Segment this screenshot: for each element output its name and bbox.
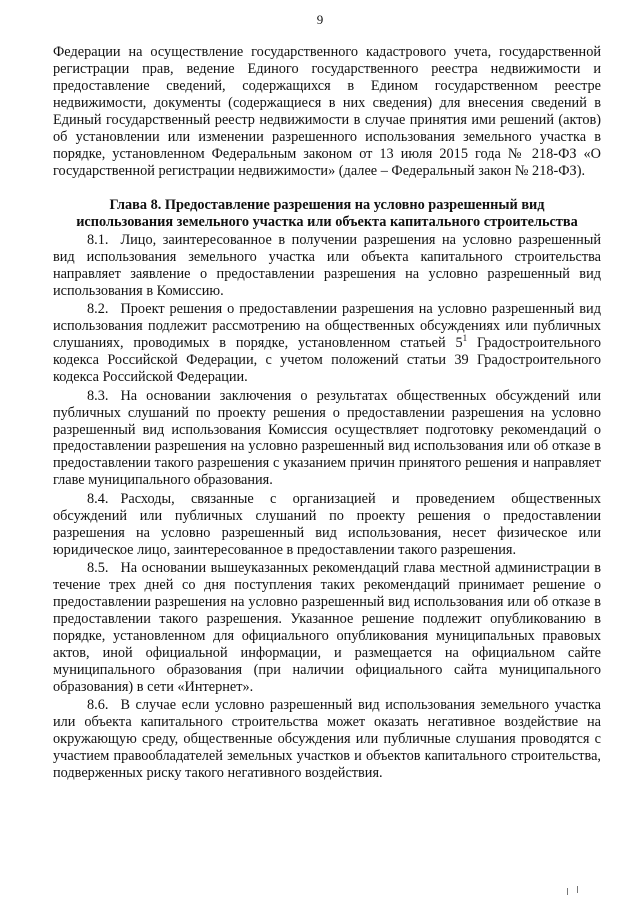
clause-text: На основании вышеуказанных рекомендаций глава местной администрации в течение трех дней со дня поступления таких рекомендаций принимает решение о предоставлении разрешения на условно разрешенный вид использования или об отказе в предоставлении такого разрешения. Указанное решение подлежит опубликованию в порядке, установленном для официального опубликования муниципальных правовых актов, иной официальной информации, и размещается на официальном сайте муниципального образования (при наличии официального сайта муниципального образования) в сети «Интернет». (53, 560, 601, 695)
chapter-title-line-1: Глава 8. Предоставление разрешения на условно разрешенный вид (109, 196, 545, 213)
clause-number: 8.4. (87, 490, 109, 507)
clause-number: 8.1. (87, 232, 109, 249)
article-superscript: 1 (462, 333, 468, 344)
clause-text: Расходы, связанные с организацией и проведением общественных обсуждений или публичных слушаний по проекту решения о предоставлении разрешения на условно разрешенный вид использования, несет физическое или юридическое лицо, заинтересованное в предоставлении такого разрешения. (53, 490, 601, 558)
clause-text: Лицо, заинтересованное в получении разрешения на условно разрешенный вид использования земельного участка или объекта капитального строительства направляет заявление о предоставлении разрешения на условно разрешенный вид использования в Комиссию. (53, 232, 601, 299)
intro-paragraph: Федерации на осуществление государственного кадастрового учета, государственной регистрации прав, ведение Единого государственного реестра недвижимости и предоставление сведений, содержащихся в Едином государственном реестре недвижимости, документы (содержащиеся в них сведения) для внесения сведений в Единый государственный реестр недвижимости в случае принятия ими решений (актов) об установлении или изменении разрешенного использования земельного участка в порядке, установленном Федеральным законом от 13 июля 2015 года № 218-ФЗ «О государственной регистрации недвижимости» (далее – Федеральный закон № 218-ФЗ). (53, 44, 601, 179)
clause-number: 8.3. (87, 387, 109, 404)
page-number: 9 (316, 12, 324, 27)
clause-8-5 (53, 560, 601, 696)
clause-8-2 (53, 301, 601, 386)
clause-8-6 (53, 697, 601, 782)
clause-number: 8.5. (87, 560, 109, 577)
clause-number: 8.6. (87, 697, 109, 714)
document-body (53, 44, 601, 782)
clause-8-3 (53, 388, 601, 490)
clause-text: На основании заключения о результатах общественных обсуждений или публичных слушаний по проекту решения о предоставлении разрешения на условно разрешенный вид использования Комиссия осуществляет подготовку рекомендаций о предоставлении разрешения на условно разрешенный вид использования или об отказе в предоставлении такого разрешения с указанием причин принятого решения и направляет главе муниципального образования. (53, 387, 601, 489)
clause-8-1 (53, 232, 601, 300)
chapter-title (53, 197, 601, 231)
clause-text: Проект решения о предоставлении разрешения на условно разрешенный вид использования подлежит рассмотрению на общественных обсуждениях или публичных слушаниях, проводимых в порядке, установленном статьей 5 (53, 301, 601, 352)
clause-number: 8.2. (87, 301, 109, 318)
clause-text-continued: Градостроительного кодекса Российской Федерации, с учетом положений статьи 39 Градостроительного кодекса Российской Федерации. (53, 335, 602, 386)
scan-mark (577, 886, 578, 893)
clause-text: В случае если условно разрешенный вид использования земельного участка или объекта капитального строительства может оказать негативное воздействие на окружающую среду, общественные обсуждения или публичные слушания проводятся с участием правообладателей земельных участков и объектов капитального строительства, подверженных риску такого негативного воздействия. (53, 697, 601, 782)
chapter-title-line-2: использования земельного участка или объекта капитального строительства (76, 213, 578, 230)
clause-8-4 (53, 491, 601, 559)
scan-mark (567, 888, 568, 895)
